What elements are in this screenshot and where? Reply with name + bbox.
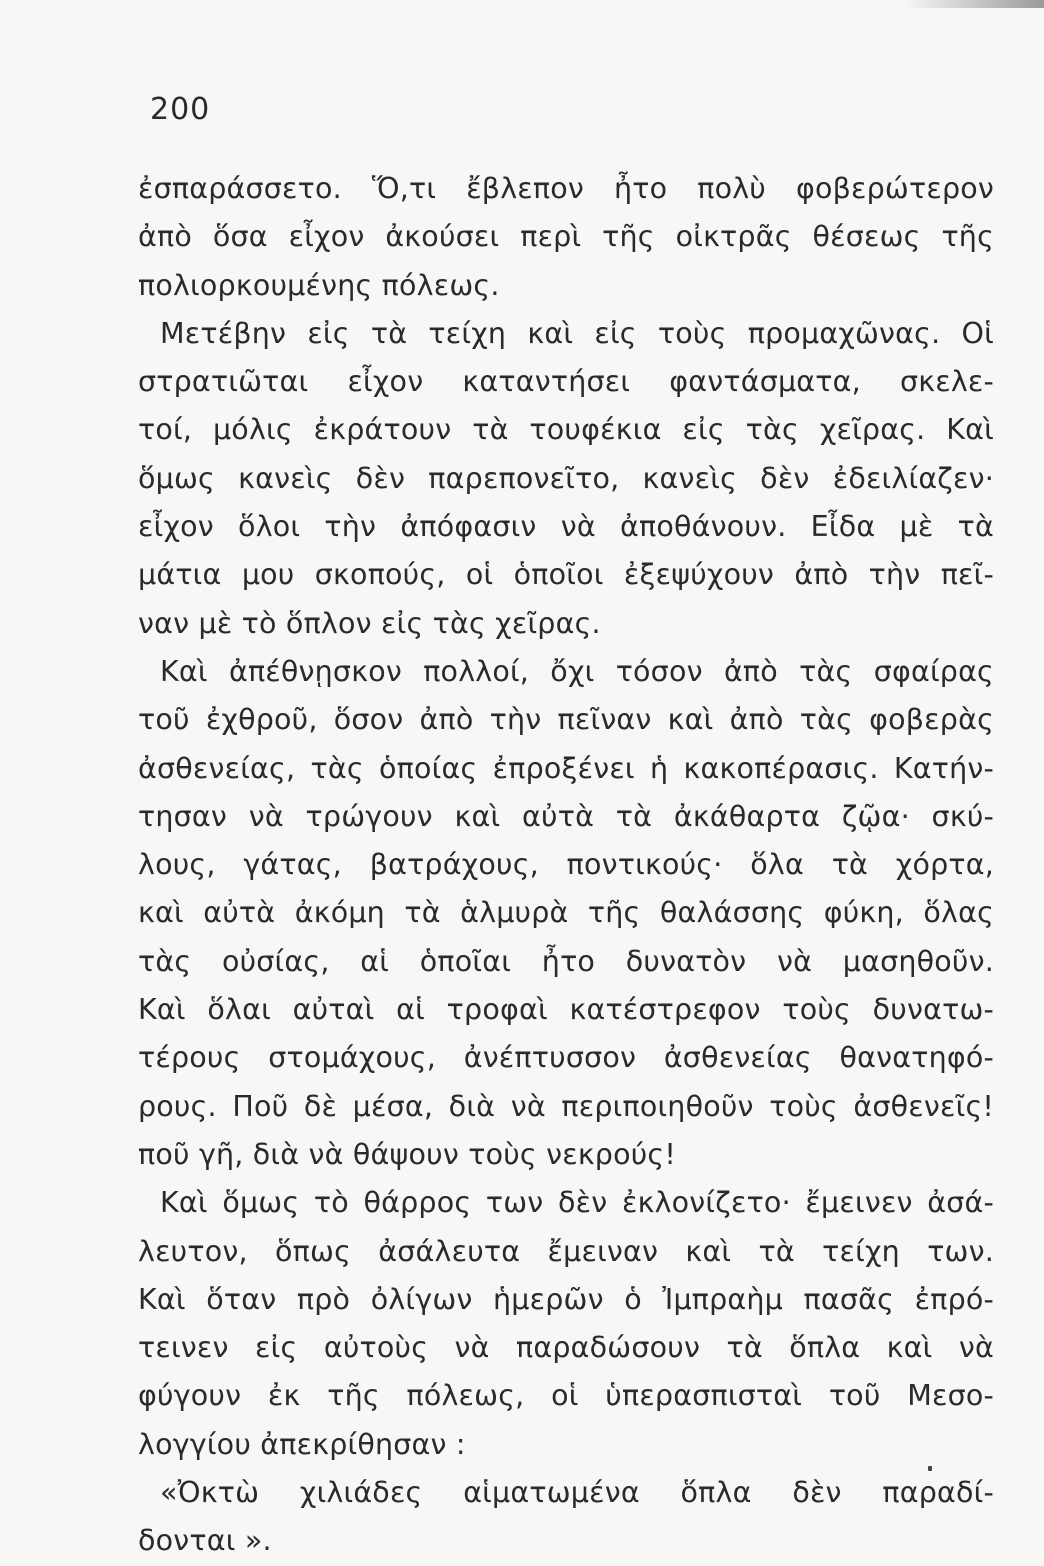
text-line: ἐσπαράσσετο. Ὅ,τι ἔβλεπον ἦτο πολὺ φοβερώτερον [138,172,994,205]
text-line: τοῦ ἐχθροῦ, ὅσον ἀπὸ τὴν πεῖναν καὶ ἀπὸ τὰς φοβερὰς [138,703,994,737]
body-text [138,165,994,1566]
text-line: φύγουν ἐκ τῆς πόλεως, οἱ ὑπερασπισταὶ τοῦ Μεσο- [138,1379,994,1413]
text-line: εἶχον ὅλοι τὴν ἀπόφασιν νὰ ἀποθάνουν. Εἶδα μὲ τὰ [138,510,994,544]
text-line: τεινεν εἰς αὐτοὺς νὰ παραδώσουν τὰ ὅπλα καὶ νὰ [138,1331,994,1365]
text-line: τοί, μόλις ἐκράτουν τὰ τουφέκια εἰς τὰς χεῖρας. Καὶ [138,413,994,447]
ink-speck [928,1466,932,1471]
text-line: ποῦ γῆ, διὰ νὰ θάψουν τοὺς νεκρούς! [138,1137,676,1171]
text-line: Καὶ ἀπέθνῃσκον πολλοί, ὄχι τόσον ἀπὸ τὰς σφαίρας [160,654,994,688]
text-line: Μετέβην εἰς τὰ τείχη καὶ εἰς τοὺς προμαχῶνας. Οἱ [160,316,994,350]
page-number: 200 [150,92,211,127]
text-line: τὰς οὐσίας, αἱ ὁποῖαι ἦτο δυνατὸν νὰ μασηθοῦν. [138,944,994,978]
text-line: ἀπὸ ὅσα εἶχον ἀκούσει περὶ τῆς οἰκτρᾶς θέσεως τῆς [138,220,994,254]
text-line: ρους. Ποῦ δὲ μέσα, διὰ νὰ περιποιηθοῦν τοὺς ἀσθενεῖς! [138,1089,994,1123]
text-line: μάτια μου σκοπούς, οἱ ὁποῖοι ἐξεψύχουν ἀπὸ τὴν πεῖ- [138,558,994,592]
text-line: τησαν νὰ τρώγουν καὶ αὐτὰ τὰ ἀκάθαρτα ζῷα· σκύ- [138,799,994,833]
text-line: τέρους στομάχους, ἀνέπτυσσον ἀσθενείας θανατηφό- [138,1041,994,1075]
scan-edge-shadow [904,0,1044,8]
text-line: λογγίου ἀπεκρίθησαν : [138,1427,466,1461]
text-line: Καὶ ὅλαι αὐταὶ αἱ τροφαὶ κατέστρεφον τοὺς δυνατω- [138,993,994,1027]
text-line: λευτον, ὅπως ἀσάλευτα ἔμειναν καὶ τὰ τείχη των. [138,1234,994,1268]
text-line: Καὶ ὅμως τὸ θάρρος των δὲν ἐκλονίζετο· ἔμεινεν ἀσά- [160,1186,994,1220]
text-line: στρατιῶται εἶχον καταντήσει φαντάσματα, σκελε- [138,365,994,399]
text-line: δονται ». [138,1524,272,1558]
text-line: λους, γάτας, βατράχους, ποντικούς· ὅλα τὰ χόρτα, [138,848,994,882]
text-line: πολιορκουμένης πόλεως. [138,268,500,302]
text-line: καὶ αὐτὰ ἀκόμη τὰ ἁλμυρὰ τῆς θαλάσσης φύκη, ὅλας [138,896,994,930]
text-line: ἀσθενείας, τὰς ὁποίας ἐπροξένει ἡ κακοπέρασις. Κατήν- [138,751,994,785]
text-line: «Ὀκτὼ χιλιάδες αἱματωμένα ὅπλα δὲν παραδί- [160,1476,994,1510]
text-line: Καὶ ὅταν πρὸ ὀλίγων ἡμερῶν ὁ Ἰμπραὴμ πασᾶς ἐπρό- [138,1282,994,1316]
text-line: ὅμως κανεὶς δὲν παρεπονεῖτο, κανεὶς δὲν ἐδειλίαζεν· [138,461,994,495]
text-line: ναν μὲ τὸ ὅπλον εἰς τὰς χεῖρας. [138,606,601,640]
